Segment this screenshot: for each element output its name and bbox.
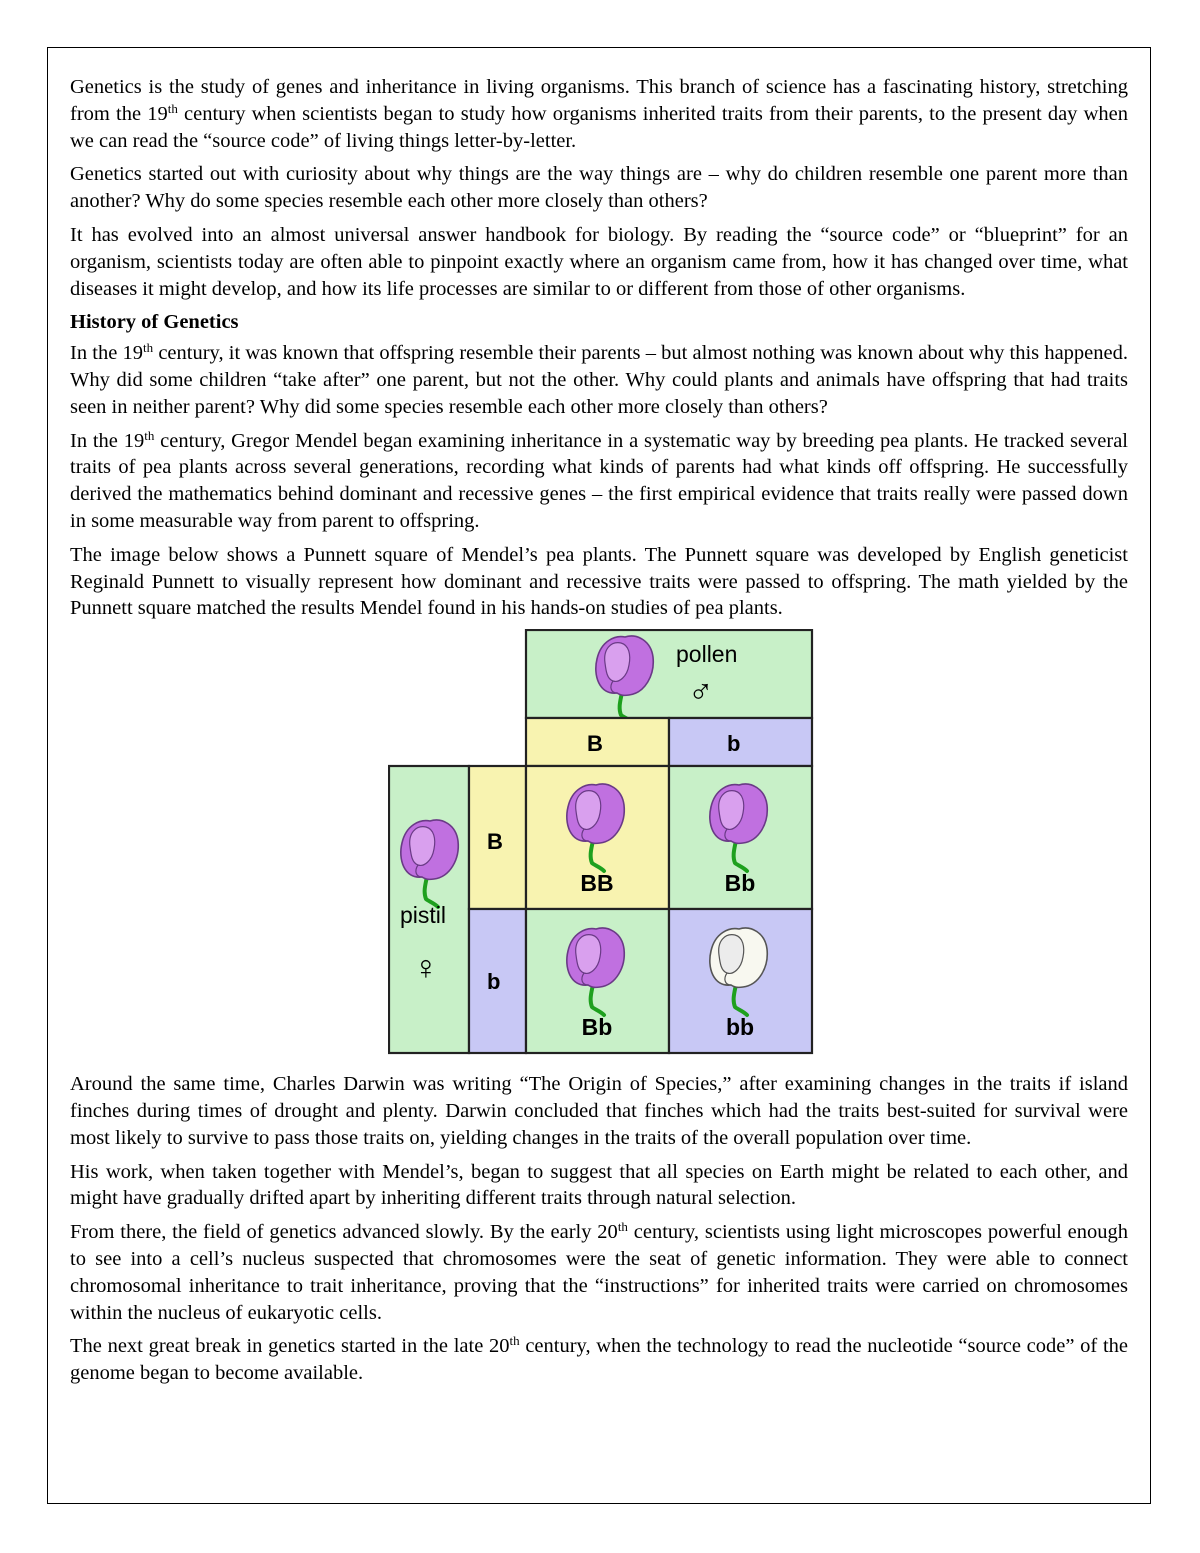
text-span: century, scientists using light microscopes powerful enough to see into a cell’s nucleus suspected that chromosomes were the seat of genetic information. They were able to connect chromosomal inheritance to trait inheritance, proving that the “instructions” for inherited traits were carried on chromosomes within the nucleus of eukaryotic cells.: [70, 1221, 1129, 1324]
col-allele-B: B: [587, 731, 603, 757]
offspring-genotype: BB: [580, 870, 614, 897]
pollen-header-cell: [526, 630, 812, 718]
paragraph-handbook: It has evolved into an almost universal answer handbook for biology. By reading the “source code” or “blueprint” for an organism, scientists today are often able to pinpoint exactly where an organism came from, how it has changed over time, what diseases it might develop, and how its life processes are similar to or different from those of other organisms.: [70, 223, 1128, 300]
text-span: century, it was known that offspring resemble their parents – but almost nothing was known about why this happened. Why did some children “take after” one parent, but not the other. Why could plants and animals have offspring that had traits seen in neither parent? Why did some species resemble each other more closely than others?: [70, 342, 1128, 418]
text-span: century when scientists began to study how organisms inherited traits from their parents, to the present day when we can read the “source code” of living things letter-by-letter.: [70, 102, 1128, 152]
document-body: [70, 74, 1128, 1394]
row-allele-B: B: [487, 829, 503, 855]
offspring-genotype: bb: [725, 1014, 755, 1041]
offspring-genotype: Bb: [581, 1014, 613, 1041]
col-allele-b: b: [727, 731, 741, 757]
superscript: th: [617, 1219, 628, 1235]
paragraph-mendel: [70, 428, 1128, 535]
superscript: th: [143, 340, 154, 356]
male-symbol-icon: ♂: [688, 673, 714, 712]
punnett-square-figure: [70, 629, 1128, 1061]
text-span: century, when the technology to read the nucleotide “source code” of the genome began to become available.: [70, 1335, 1128, 1385]
offspring-genotype: Bb: [724, 870, 756, 897]
superscript: th: [167, 100, 178, 116]
text-span: In the 19: [70, 429, 145, 452]
row-allele-b: b: [487, 969, 501, 995]
paragraph-curiosity: Genetics started out with curiosity about why things are the way things are – why do children resemble one parent more than another? Why do some species resemble each other more closely than others?: [70, 163, 1128, 213]
pollen-label: pollen: [676, 641, 738, 668]
paragraph-19th-century: [70, 340, 1128, 420]
text-span: From there, the field of genetics advanced slowly. By the early 20: [70, 1221, 618, 1244]
paragraph-punnett: The image below shows a Punnett square of Mendel’s pea plants. The Punnett square was developed by English geneticist Reginald Punnett to visually represent how dominant and recessive traits were passed to offspring. The math yielded by the Punnett square matched the results Mendel found in his hands-on studies of pea plants.: [70, 543, 1128, 620]
paragraph-intro: [70, 74, 1128, 154]
text-span: Genetics is the study of genes and inheritance in living organisms. This branch of science has a fascinating history, stretching from the 19: [70, 76, 1128, 125]
text-span: In the 19: [70, 342, 144, 365]
paragraph-darwin: Around the same time, Charles Darwin was writing “The Origin of Species,” after examining changes in the traits if island finches during times of drought and plenty. Darwin concluded that finches which had the traits best-suited for survival were most likely to survive to pass those traits on, yielding changes in the traits of the overall population over time.: [70, 1073, 1128, 1149]
superscript: th: [144, 427, 155, 443]
paragraph-chromosomes: [70, 1219, 1128, 1326]
text-span: century, Gregor Mendel began examining inheritance in a systematic way by breeding pea plants. He tracked several traits of pea plants across several generations, recording what kinds of parents had what kinds off offspring. He successfully derived the mathematics behind dominant and recessive genes – the first empirical evidence that traits really were passed down in some measurable way from parent to offspring.: [70, 429, 1128, 532]
punnett-square: [388, 629, 814, 1055]
text-span: The next great break in genetics started in the late 20: [70, 1335, 510, 1358]
paragraph-related-species: His work, when taken together with Mendel’s, began to suggest that all species on Earth might be related to each other, and might have gradually drifted apart by inheriting different traits through natural selection.: [70, 1160, 1128, 1210]
section-heading: History of Genetics: [70, 311, 239, 334]
superscript: th: [509, 1333, 520, 1349]
paragraph-genome: [70, 1333, 1128, 1387]
pistil-label: pistil: [400, 902, 447, 929]
col-allele-cell: [669, 718, 812, 766]
female-symbol-icon: ♀: [413, 949, 439, 988]
